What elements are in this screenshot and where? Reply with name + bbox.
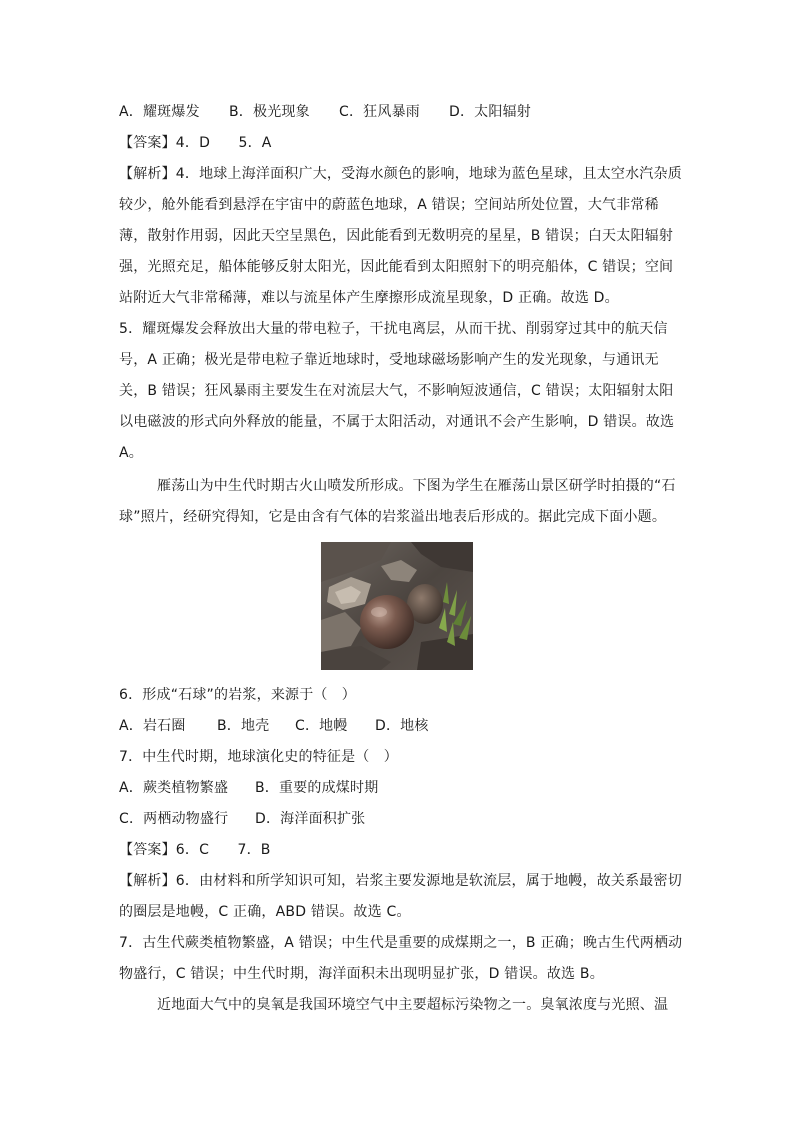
analysis-6-line: 的圈层是地幔，C 正确，ABD 错误。故选 C。 <box>119 904 411 920</box>
analysis-5-line: 号，A 正确；极光是带电粒子靠近地球时，受地球磁场影响产生的发光现象，与通讯无 <box>119 352 659 368</box>
analysis-4-line: 较少，舱外能看到悬浮在宇宙中的蔚蓝色地球，A 错误；空间站所处位置，大气非常稀 <box>119 197 659 213</box>
analysis-5-line: 以电磁波的形式向外释放的能量，不属于太阳活动，对通讯不会产生影响，D 错误。故选 <box>119 414 675 430</box>
q5-option-b: B．极光现象 <box>229 104 310 120</box>
q7-option-a: A．蕨类植物繁盛 <box>119 780 229 796</box>
analysis-4-line: 强，光照充足，船体能够反射太阳光，因此能看到太阳照射下的明亮船体，C 错误；空间 <box>119 259 674 275</box>
analysis-5-line: 5．耀斑爆发会释放出大量的带电粒子，干扰电离层，从而干扰、削弱穿过其中的航天信 <box>119 321 668 337</box>
q5-options <box>119 102 531 122</box>
q5-option-a: A．耀斑爆发 <box>119 104 200 120</box>
q7-option-c: C．两栖动物盛行 <box>119 811 229 827</box>
stone-ball-photo <box>321 542 473 670</box>
q7-option-b: B．重要的成煤时期 <box>255 780 379 796</box>
answer-4-5: 【答案】4．D 5．A <box>119 135 272 151</box>
analysis-7-line: 7．古生代蕨类植物繁盛，A 错误；中生代是重要的成煤期之一，B 正确；晚古生代两栖动 <box>119 935 683 951</box>
answer-6-7: 【答案】6．C 7．B <box>119 842 271 858</box>
passage-line: 球”照片，经研究得知，它是由含有气体的岩浆溢出地表后形成的。据此完成下面小题。 <box>119 509 667 525</box>
q7-options-row1 <box>119 778 378 798</box>
analysis-5-line: A。 <box>119 445 143 461</box>
q7-stem: 7．中生代时期，地球演化史的特征是（ ） <box>119 749 398 765</box>
analysis-4-line: 站附近大气非常稀薄，难以与流星体产生摩擦形成流星现象，D 正确。故选 D。 <box>119 290 619 306</box>
analysis-4-line: 【解析】4．地球上海洋面积广大，受海水颜色的影响，地球为蓝色星球，且太空水汽杂质 <box>119 166 682 182</box>
analysis-4-line: 薄，散射作用弱，因此天空呈黑色，因此能看到无数明亮的星星，B 错误；白天太阳辐射 <box>119 228 674 244</box>
q6-option-c: C．地幔 <box>295 718 348 734</box>
q6-options <box>119 716 429 736</box>
passage-line: 雁荡山为中生代时期古火山喷发所形成。下图为学生在雁荡山景区研学时拍摄的“石 <box>157 478 676 494</box>
q6-option-a: A．岩石圈 <box>119 718 186 734</box>
analysis-5-line: 关，B 错误；狂风暴雨主要发生在对流层大气，不影响短波通信，C 错误；太阳辐射太阳 <box>119 383 674 399</box>
next-passage-line: 近地面大气中的臭氧是我国环境空气中主要超标污染物之一。臭氧浓度与光照、温 <box>157 997 669 1013</box>
stone-ball-image <box>321 542 473 670</box>
q6-stem: 6．形成“石球”的岩浆，来源于（ ） <box>119 687 357 703</box>
analysis-6-line: 【解析】6．由材料和所学知识可知，岩浆主要发源地是软流层，属于地幔，故关系最密切 <box>119 873 682 889</box>
q7-options-row2 <box>119 809 365 829</box>
analysis-7-line: 物盛行，C 错误；中生代时期，海洋面积未出现明显扩张，D 错误。故选 B。 <box>119 966 604 982</box>
q6-option-b: B．地壳 <box>217 718 270 734</box>
q5-option-c: C．狂风暴雨 <box>339 104 420 120</box>
q7-option-d: D．海洋面积扩张 <box>255 811 366 827</box>
q5-option-d: D．太阳辐射 <box>449 104 531 120</box>
q6-option-d: D．地核 <box>375 718 429 734</box>
